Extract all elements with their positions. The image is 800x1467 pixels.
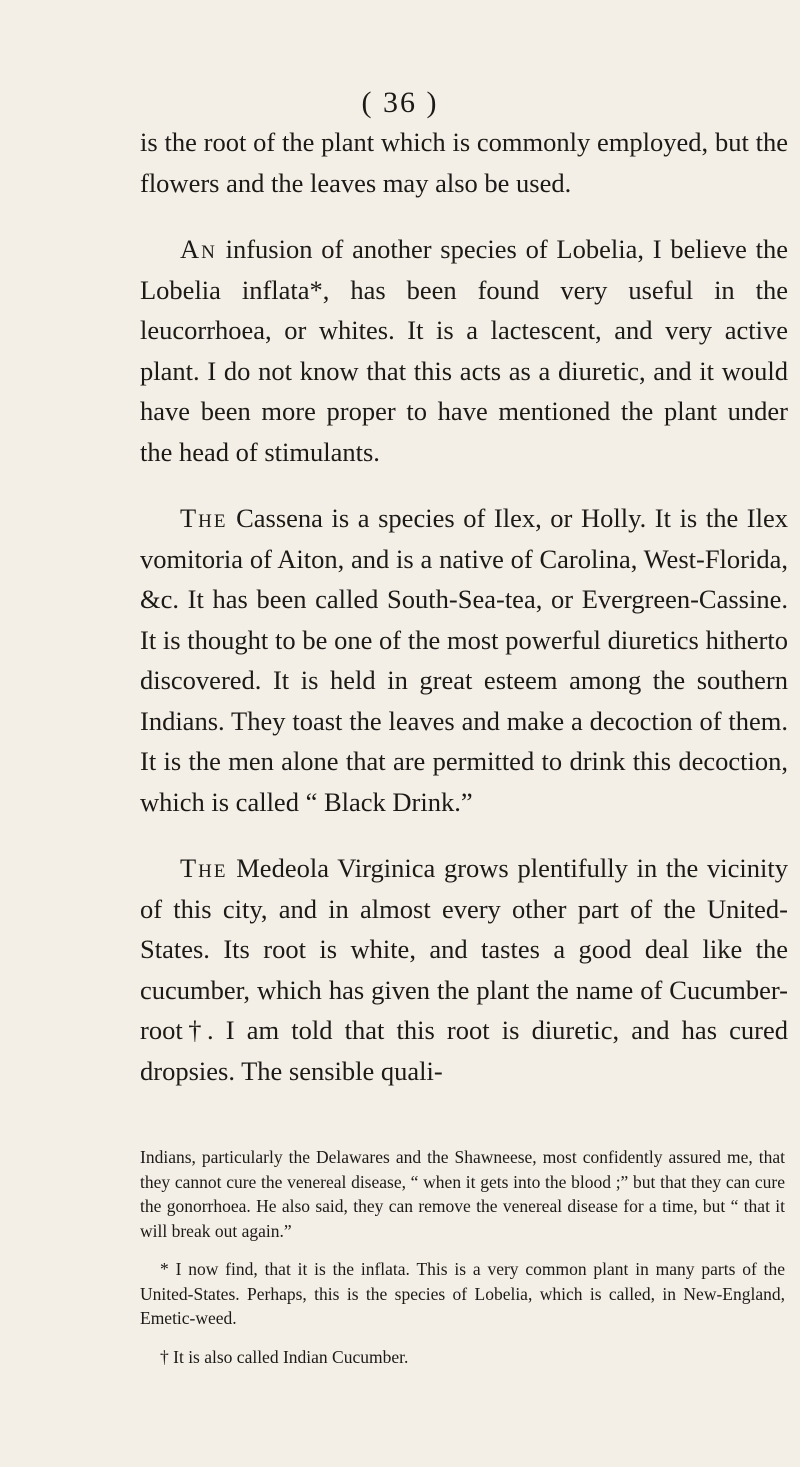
footnote-star: * I now find, that it is the inflata. This is a very common plant in many parts of the United-States. Perhaps, this is the species of Lobelia, which is called, in New-England, Emetic-weed. [140, 1259, 785, 1328]
footnote-continued: Indians, particularly the Delawares and the Shawneese, most confidently assured me, that they cannot cure the venereal disease, “ when it gets into the blood ;” but that they can cure the gonorrhoea. He also said, they can remove the venereal disease for a time, but “ that it will break out again.” [140, 1147, 785, 1241]
footnote-dagger: † It is also called Indian Cucumber. [160, 1346, 409, 1367]
main-text [140, 122, 788, 1091]
paragraph-4 [140, 848, 788, 1091]
paragraph-4-text: Medeola Virginica grows plentifully in the vicinity of this city, and in almost every other part of the United-States. Its root is white, and tastes a good deal like the cucumber, which has given the plant the name of Cucumber-root†. I am told that this root is diuretic, and has cured dropsies. The sensible quali- [140, 853, 788, 1086]
paragraph-1: is the root of the plant which is commonly employed, but the flowers and the leaves may also be used. [140, 127, 788, 198]
paragraph-3-text: Cassena is a species of Ilex, or Holly. It is the Ilex vomitoria of Aiton, and is a native of Carolina, West-Florida, &c. It has been called South-Sea-tea, or Evergreen-Cassine. It is thought to be one of the most powerful diuretics hitherto discovered. It is held in great esteem among the southern Indians. They toast the leaves and make a decoction of them. It is the men alone that are permitted to drink this decoction, which is called “ Black Drink.” [140, 503, 788, 817]
paragraph-3-lead: The [180, 503, 228, 533]
paragraph-2 [140, 229, 788, 472]
paragraph-2-text: infusion of another species of Lobelia, I believe the Lobelia inflata*, has been found very useful in the leucorrhoea, or whites. It is a lactescent, and very active plant. I do not know that this acts as a diuretic, and it would have been more proper to have mentioned the plant under the head of stimulants. [140, 234, 788, 467]
paragraph-3 [140, 498, 788, 822]
paragraph-4-lead: The [180, 853, 228, 883]
paragraph-2-lead: An [180, 234, 217, 264]
footnotes [140, 1145, 785, 1369]
page-number-header: ( 36 ) [361, 86, 439, 119]
